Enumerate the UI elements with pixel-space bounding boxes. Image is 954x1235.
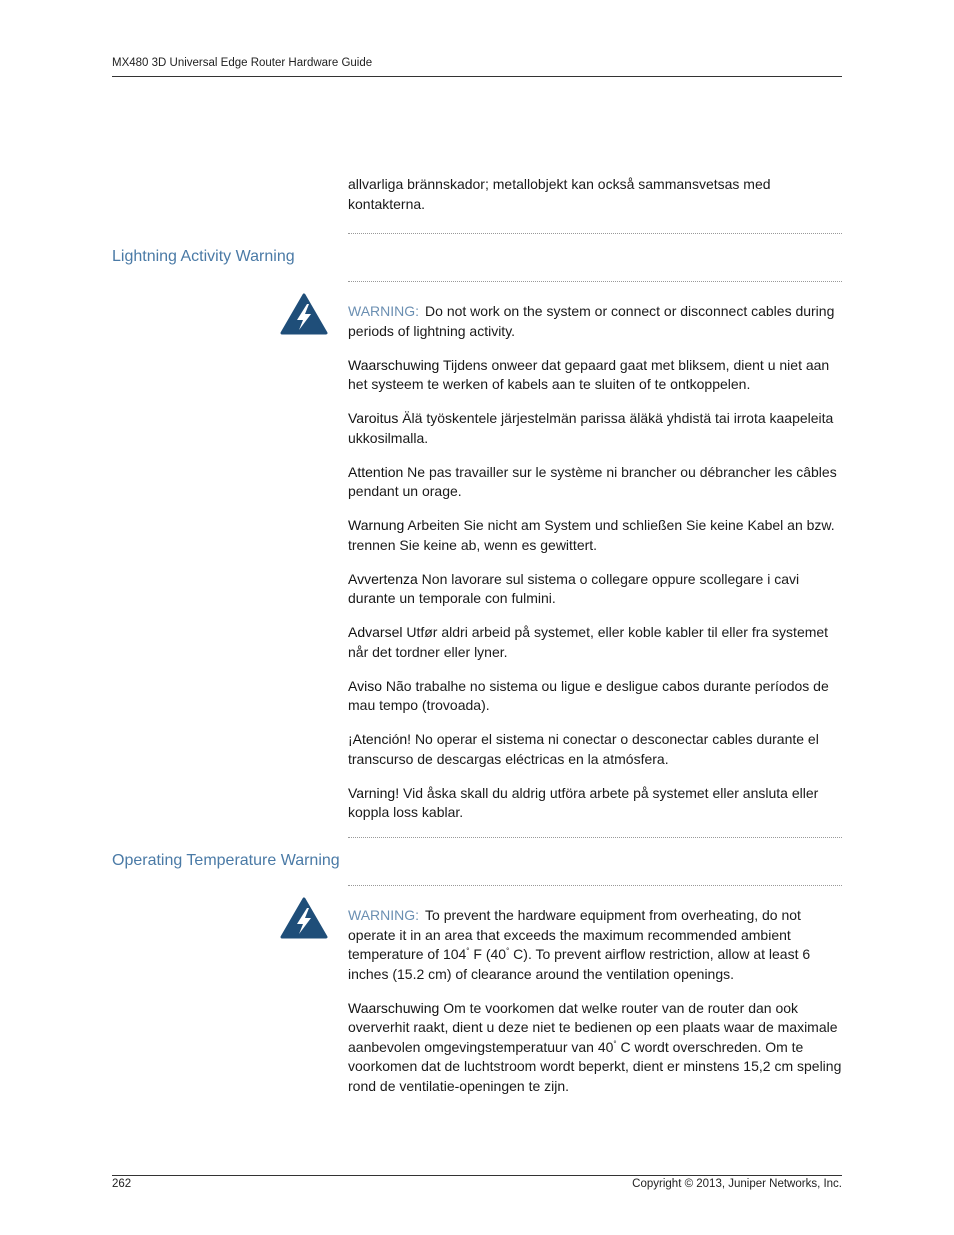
section-divider xyxy=(348,885,842,886)
running-header: MX480 3D Universal Edge Router Hardware Guide xyxy=(112,57,373,69)
lightning-warning-icon xyxy=(280,897,328,939)
translation-paragraph xyxy=(348,730,843,769)
translation-paragraph xyxy=(348,999,843,1097)
section-divider xyxy=(348,281,842,282)
degree-symbol: ° xyxy=(506,946,510,956)
section-divider xyxy=(348,233,842,234)
translation-paragraph xyxy=(348,356,843,395)
translation-language: Attention xyxy=(348,463,404,480)
translation-paragraph xyxy=(348,516,843,555)
translation-language: Varoitus xyxy=(348,410,399,426)
warning-text-part: F (40 xyxy=(469,946,507,962)
lightning-warning-block xyxy=(348,302,843,837)
translation-text: No operar el sistema ni conectar o desconectar cables durante el transcurso de descargas eléctricas en la atmósfera. xyxy=(348,731,819,767)
translation-text: Utfør aldri arbeid på systemet, eller koble kabler til eller fra systemet når det tordner eller lyner. xyxy=(348,624,829,660)
translation-language: Avvertenza xyxy=(348,570,418,587)
header-rule xyxy=(112,76,842,77)
translation-language: Varning! xyxy=(348,784,400,801)
translation-language: Waarschuwing xyxy=(348,999,440,1016)
translation-text: Ne pas travailler sur le système ni brancher ou débrancher les câbles pendant un orage. xyxy=(348,463,837,499)
warning-text-part: C). To prevent airflow restriction, allow at least 6 inches (15.2 cm) of clearance around the ventilation openings. xyxy=(348,946,811,982)
translation-paragraph xyxy=(348,784,843,823)
translation-text: Om te voorkomen dat welke router van de router dan ook oververhit raakt, dient u deze niet te bedienen op een plaats waar de maximale aanbevolen omgevingstemperatuur van 40 xyxy=(348,999,838,1055)
translation-text: Vid åska skall du aldrig utföra arbete på systemet eller ansluta eller koppla loss kablar. xyxy=(348,784,819,820)
translation-language: ¡Atención! xyxy=(348,731,412,747)
translation-paragraph xyxy=(348,409,843,448)
footer-rule xyxy=(112,1175,842,1176)
lightning-section-title: Lightning Activity Warning xyxy=(112,248,295,265)
translation-paragraph xyxy=(348,463,843,502)
temperature-warning-block xyxy=(348,906,843,1111)
page-number: 262 xyxy=(112,1178,132,1190)
temperature-warning-paragraph xyxy=(348,906,843,984)
intro-paragraph xyxy=(348,175,843,229)
intro-text: allvarliga brännskador; metallobjekt kan också sammansvetsas med kontakterna. xyxy=(348,176,771,212)
copyright-notice: Copyright © 2013, Juniper Networks, Inc. xyxy=(632,1178,842,1190)
warning-text: Do not work on the system or connect or disconnect cables during periods of lightning activity. xyxy=(348,303,835,339)
translation-language: Advarsel xyxy=(348,624,403,640)
translation-text: Arbeiten Sie nicht am System und schließen Sie keine Kabel an bzw. trennen Sie keine ab, wenn es gewittert. xyxy=(348,517,835,553)
warning-label: WARNING: xyxy=(348,303,420,319)
translation-paragraph xyxy=(348,570,843,609)
translation-text: Não trabalhe no sistema ou ligue e desligue cabos durante períodos de mau tempo (trovoada). xyxy=(348,677,829,713)
translation-paragraph xyxy=(348,623,843,662)
translation-language: Aviso xyxy=(348,677,382,694)
translation-text: C wordt overschreden. Om te voorkomen dat de luchtstroom wordt beperkt, dient er minstens 15,2 cm speling rond de ventilatie-openingen te zijn. xyxy=(348,1038,842,1094)
translation-paragraph xyxy=(348,677,843,716)
warning-label: WARNING: xyxy=(348,907,420,923)
translation-language: Waarschuwing xyxy=(348,356,440,373)
degree-symbol: ° xyxy=(466,946,470,956)
translation-language: Warnung xyxy=(348,517,405,533)
translation-text: Non lavorare sul sistema o collegare oppure scollegare i cavi durante un temporale con fulmini. xyxy=(348,570,800,606)
translation-text: Tijdens onweer dat gepaard gaat met bliksem, dient u niet aan het systeem te werken of kabels aan te sluiten of te ontkoppelen. xyxy=(348,356,830,392)
warning-text-part: To prevent the hardware equipment from overheating, do not operate it in an area that exceeds the maximum recommended ambient temperature of 104 xyxy=(348,907,801,962)
temperature-section-title: Operating Temperature Warning xyxy=(112,852,340,869)
section-divider xyxy=(348,837,842,838)
degree-symbol: ° xyxy=(613,1038,617,1048)
translation-text: Älä työskentele järjestelmän parissa äläkä yhdistä tai irrota kaapeleita ukkosilmalla. xyxy=(348,410,834,446)
lightning-warning-paragraph xyxy=(348,302,843,341)
lightning-warning-icon xyxy=(280,293,328,335)
